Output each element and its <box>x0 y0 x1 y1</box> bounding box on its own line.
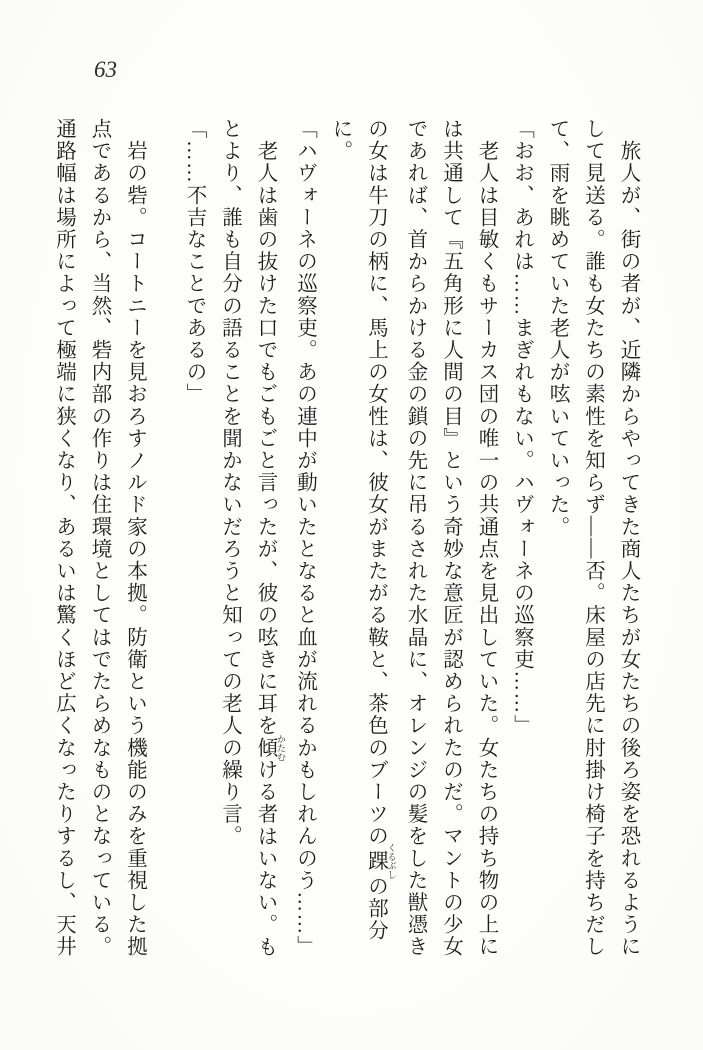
text-line: であれば、首からかける金の鎖の先に吊るされた水晶に、オレンジの髪をした獣憑き <box>404 118 426 958</box>
text-line: とより、誰も自分の語ることを聞かないだろうと知っての老人の繰り言。 <box>218 118 241 848</box>
furigana-ruby: 傾 かたむ <box>254 734 286 762</box>
furigana-text: くるぶし <box>386 843 397 880</box>
text-line: 点であるから、当然、砦内部の作りは住環境としてはでたらめなものとなっている。 <box>88 118 110 958</box>
vertical-text-block <box>45 118 645 980</box>
text-line: は共通して『五角形に人間の目』という奇妙な意匠が認められたのだ。マントの少女 <box>439 118 462 958</box>
text-line: して見送る。誰も女たちの素性を知らず――否。床屋の店先に肘掛け椅子を持ちだし <box>581 118 604 958</box>
page-number: 63 <box>94 57 117 82</box>
text-line: 老人は目敏くもサーカス団の唯一の共通点を見出していた。女たちの持ち物の上に <box>475 118 497 958</box>
text-line: 老人は歯の抜けた口でもごもごと言ったが、彼の呟きに耳を傾 かたむける者はいない。も <box>254 118 286 958</box>
text-line: 「……不吉なことであるの」 <box>183 118 205 406</box>
furigana-ruby: 踝 くるぶし <box>364 843 397 880</box>
furigana-text: かたむ <box>276 734 286 762</box>
text-line: 「ハヴォーネの巡察吏。あの連中が動いたとなると血が流れるかもしれんのう……」 <box>293 118 316 958</box>
text-line: 通路幅は場所によって極端に狭くなり、あるいは驚くほど広くなったりするし、天井 <box>52 118 75 958</box>
text-line: て、雨を眺めていた老人が呟いていった。 <box>546 118 568 538</box>
text-line: 旅人が、街の者が、近隣からやってきた商人たちが女たちの後ろ姿を恐れるように <box>617 118 639 958</box>
text-line: 岩の砦。コートニーを見おろすノルド家の本拠。防衛という機能のみを重視した拠 <box>123 118 146 958</box>
text-line: の女は牛刀の柄に、馬上の女性は、彼女がまたがる鞍と、茶色のブーツの踝 くるぶしの部分に。 <box>329 118 397 942</box>
text-line: 「おお、あれは……まぎれもない。ハヴォーネの巡察吏……」 <box>510 118 533 737</box>
